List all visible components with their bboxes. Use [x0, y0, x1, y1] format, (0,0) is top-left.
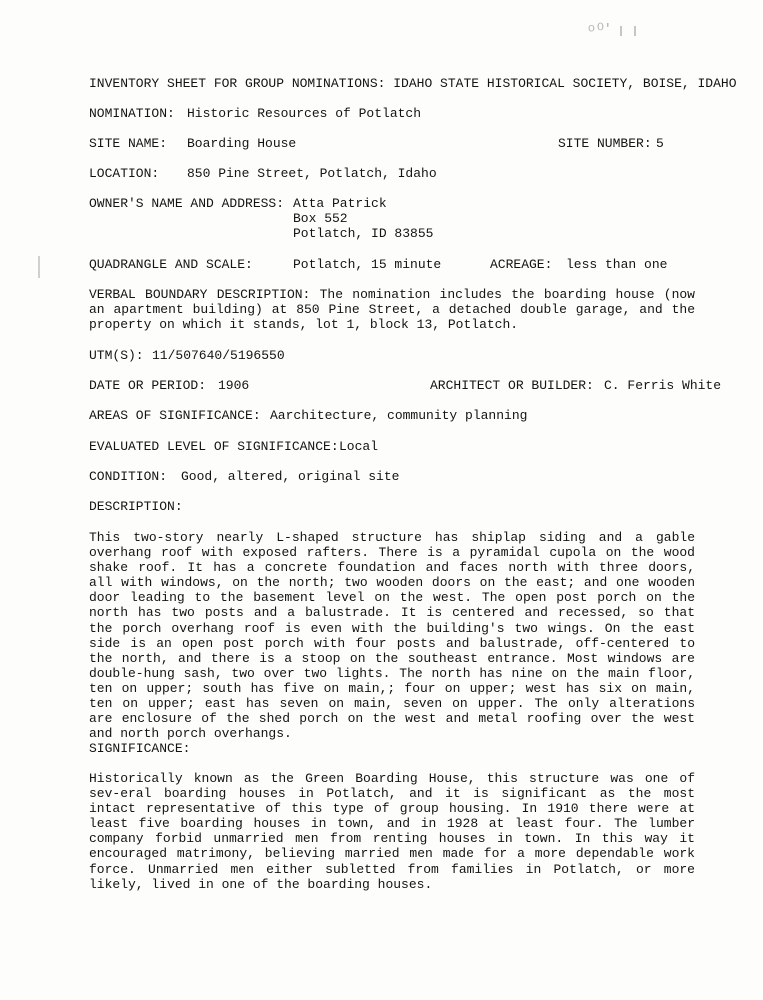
date-label: DATE OR PERIOD: [89, 378, 207, 393]
owner-address-line-1: Box 552 [293, 211, 348, 226]
boundary-text: The nomination includes the boarding house (now an apartment building) at 850 Pine Street, a detached double garage, and the property on which it stands, lot 1, block 13, Potlatch. [89, 287, 695, 333]
evaluated-label: EVALUATED LEVEL OF SIGNIFICANCE: [89, 439, 339, 454]
nomination-label: NOMINATION: [89, 106, 175, 121]
quadrangle-label: QUADRANGLE AND SCALE: [89, 257, 253, 272]
architect-value: C. Ferris White [604, 378, 722, 393]
utm-value: 11/507640/5196550 [152, 348, 285, 363]
acreage-label: ACREAGE: [490, 257, 553, 272]
condition-value: Good, altered, original site [181, 469, 400, 484]
utm-label: UTM(S): [89, 348, 144, 363]
owner-address-line-2: Potlatch, ID 83855 [293, 226, 434, 241]
architect-label: ARCHITECT OR BUILDER: [430, 378, 594, 393]
evaluated-value: Local [339, 439, 379, 454]
nomination-value: Historic Resources of Potlatch [187, 106, 422, 121]
owner-name: Atta Patrick [293, 196, 387, 211]
site-number-value: 5 [656, 136, 664, 151]
location-label: LOCATION: [89, 166, 160, 181]
archive-stamp: ᵒ⁰' ı ı [588, 20, 640, 40]
acreage-value: less than one [566, 257, 668, 272]
areas-label: AREAS OF SIGNIFICANCE: [89, 408, 261, 423]
sheet-header: INVENTORY SHEET FOR GROUP NOMINATIONS: IDAHO STATE HISTORICAL SOCIETY, BOISE, IDAHO [89, 76, 737, 91]
condition-label: CONDITION: [89, 469, 168, 484]
areas-value: Aarchitecture, community planning [270, 408, 528, 423]
site-name-label: SITE NAME: [89, 136, 168, 151]
margin-mark [38, 256, 40, 278]
boundary-paragraph [89, 287, 695, 332]
description-paragraph: This two-story nearly L-shaped structure has shiplap siding and a gable overhang roof with exposed rafters. There is a pyramidal cupola on the wood shake roof. It has a concrete foundation and faces north with three doors, all with windows, on the north; two wooden doors on the east; and one wooden door leading to the basement level on the west. The open post porch on the north has two posts and a balustrade. It is centered and recessed, so that the porch overhang roof is even with the building's two wings. On the east side is an open post porch with four posts and balustrade, off-centered to the north, and there is a stoop on the southeast entrance. Most windows are double-hung sash, two over two lights. The north has nine on the main floor, ten on upper; south has five on main,; four on upper; west has six on main, ten on upper; east has seven on main, seven on upper. The only alterations are enclosure of the shed porch on the west and metal roofing over the west and north porch overhangs. [89, 530, 695, 742]
date-value: 1906 [218, 378, 250, 393]
location-value: 850 Pine Street, Potlatch, Idaho [187, 166, 437, 181]
boundary-label: VERBAL BOUNDARY DESCRIPTION: [89, 287, 311, 302]
owner-label: OWNER'S NAME AND ADDRESS: [89, 196, 285, 211]
quadrangle-value: Potlatch, 15 minute [293, 257, 442, 272]
significance-heading: SIGNIFICANCE: [89, 741, 191, 756]
site-number-label: SITE NUMBER: [558, 136, 652, 151]
site-name-value: Boarding House [187, 136, 297, 151]
significance-paragraph: Historically known as the Green Boarding House, this structure was one of sev-eral boarding houses in Potlatch, and it is significant as the most intact representative of this type of group housing. In 1910 there were at least five boarding houses in town, and in 1928 at least four. The lumber company forbid unmarried men from renting houses in town. In this way it encouraged matrimony, believing married men made for a more dependable work force. Unmarried men either subletted from families in Potlatch, or more likely, lived in one of the boarding houses. [89, 771, 695, 892]
description-heading: DESCRIPTION: [89, 499, 183, 514]
